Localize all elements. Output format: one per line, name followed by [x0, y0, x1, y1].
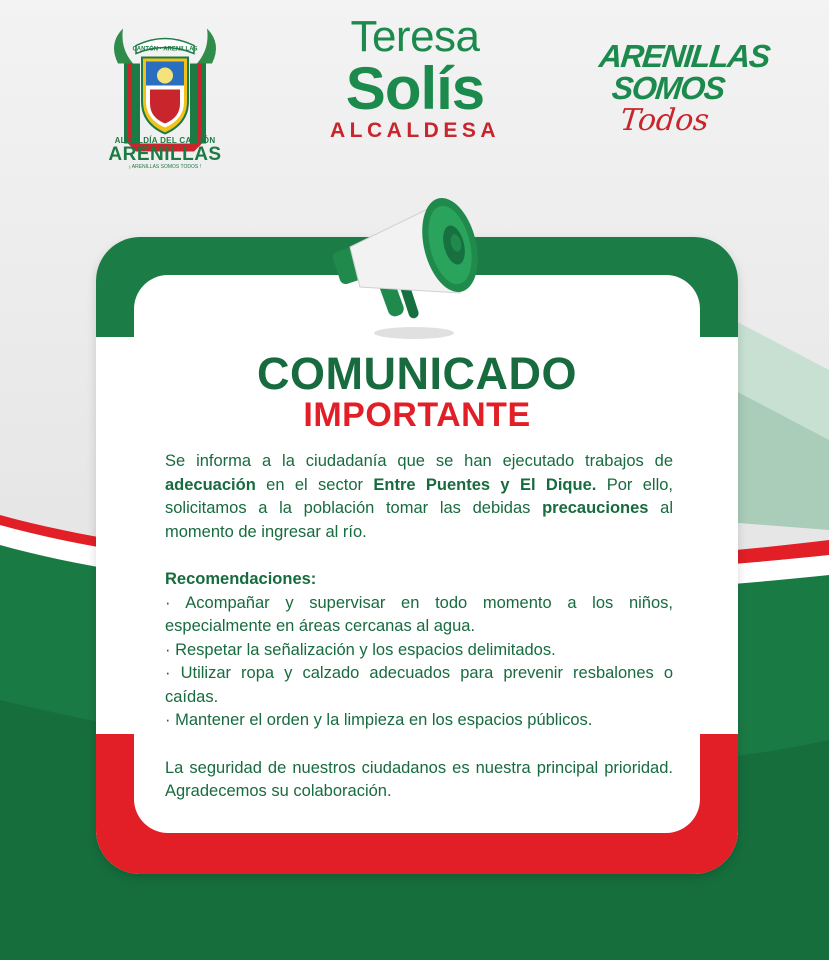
intro-bold-1: adecuación [165, 475, 256, 494]
brand-last-name: Solís [345, 55, 485, 122]
crest-line-1: ALCALDÍA DEL CANTÓN [114, 136, 216, 145]
header [0, 0, 829, 180]
crest-line-3: ¡ ARENILLAS SOMOS TODOS ! [128, 164, 202, 170]
recommendation-item: · Acompañar y supervisar en todo momento a los niños, especialmente en áreas cercanas al agua. [165, 593, 673, 635]
brand-first-name: Teresa [350, 12, 480, 61]
slogan-line-1: ARENILLAS [597, 38, 771, 74]
intro-bold-2: Entre Puentes y El Dique. [373, 475, 597, 494]
recommendation-item: · Respetar la señalización y los espacios delimitados. [165, 640, 556, 659]
notice-title: COMUNICADO [257, 348, 577, 399]
crest-ribbon-text: CANTÓN · ARENILLAS [132, 46, 198, 53]
closing-paragraph: La seguridad de nuestros ciudadanos es nuestra principal prioridad. Agradecemos su colaboración. [165, 758, 673, 800]
intro-paragraph [165, 450, 673, 544]
megaphone-icon [330, 183, 498, 343]
recommendations-title: Recomendaciones: [165, 570, 317, 588]
intro-text-3: Por ello, solicitamos a la población tomar las debidas [165, 475, 674, 517]
notice-subtitle: IMPORTANTE [303, 396, 531, 434]
brand-role: ALCALDESA [330, 119, 500, 142]
intro-text-4: al momento de ingresar al río. [165, 499, 673, 541]
intro-text-2: en el sector [255, 475, 374, 494]
crest-line-2: ARENILLAS [108, 144, 222, 165]
slogan-line-2: SOMOS [610, 70, 726, 106]
slogan-logo [591, 38, 771, 138]
slogan-line-3: Todos [618, 103, 711, 138]
recommendation-item: · Mantener el orden y la limpieza en los espacios públicos. [165, 711, 593, 729]
intro-text-1: Se informa a la ciudadanía que se han ejecutado trabajos de [165, 452, 673, 470]
notice-body [165, 450, 673, 804]
brand-logo [300, 14, 530, 144]
recommendation-item: · Utilizar ropa y calzado adecuados para prevenir resbalones o caídas. [165, 664, 673, 706]
recommendations-list [165, 592, 673, 733]
intro-bold-3: precauciones [542, 499, 649, 517]
